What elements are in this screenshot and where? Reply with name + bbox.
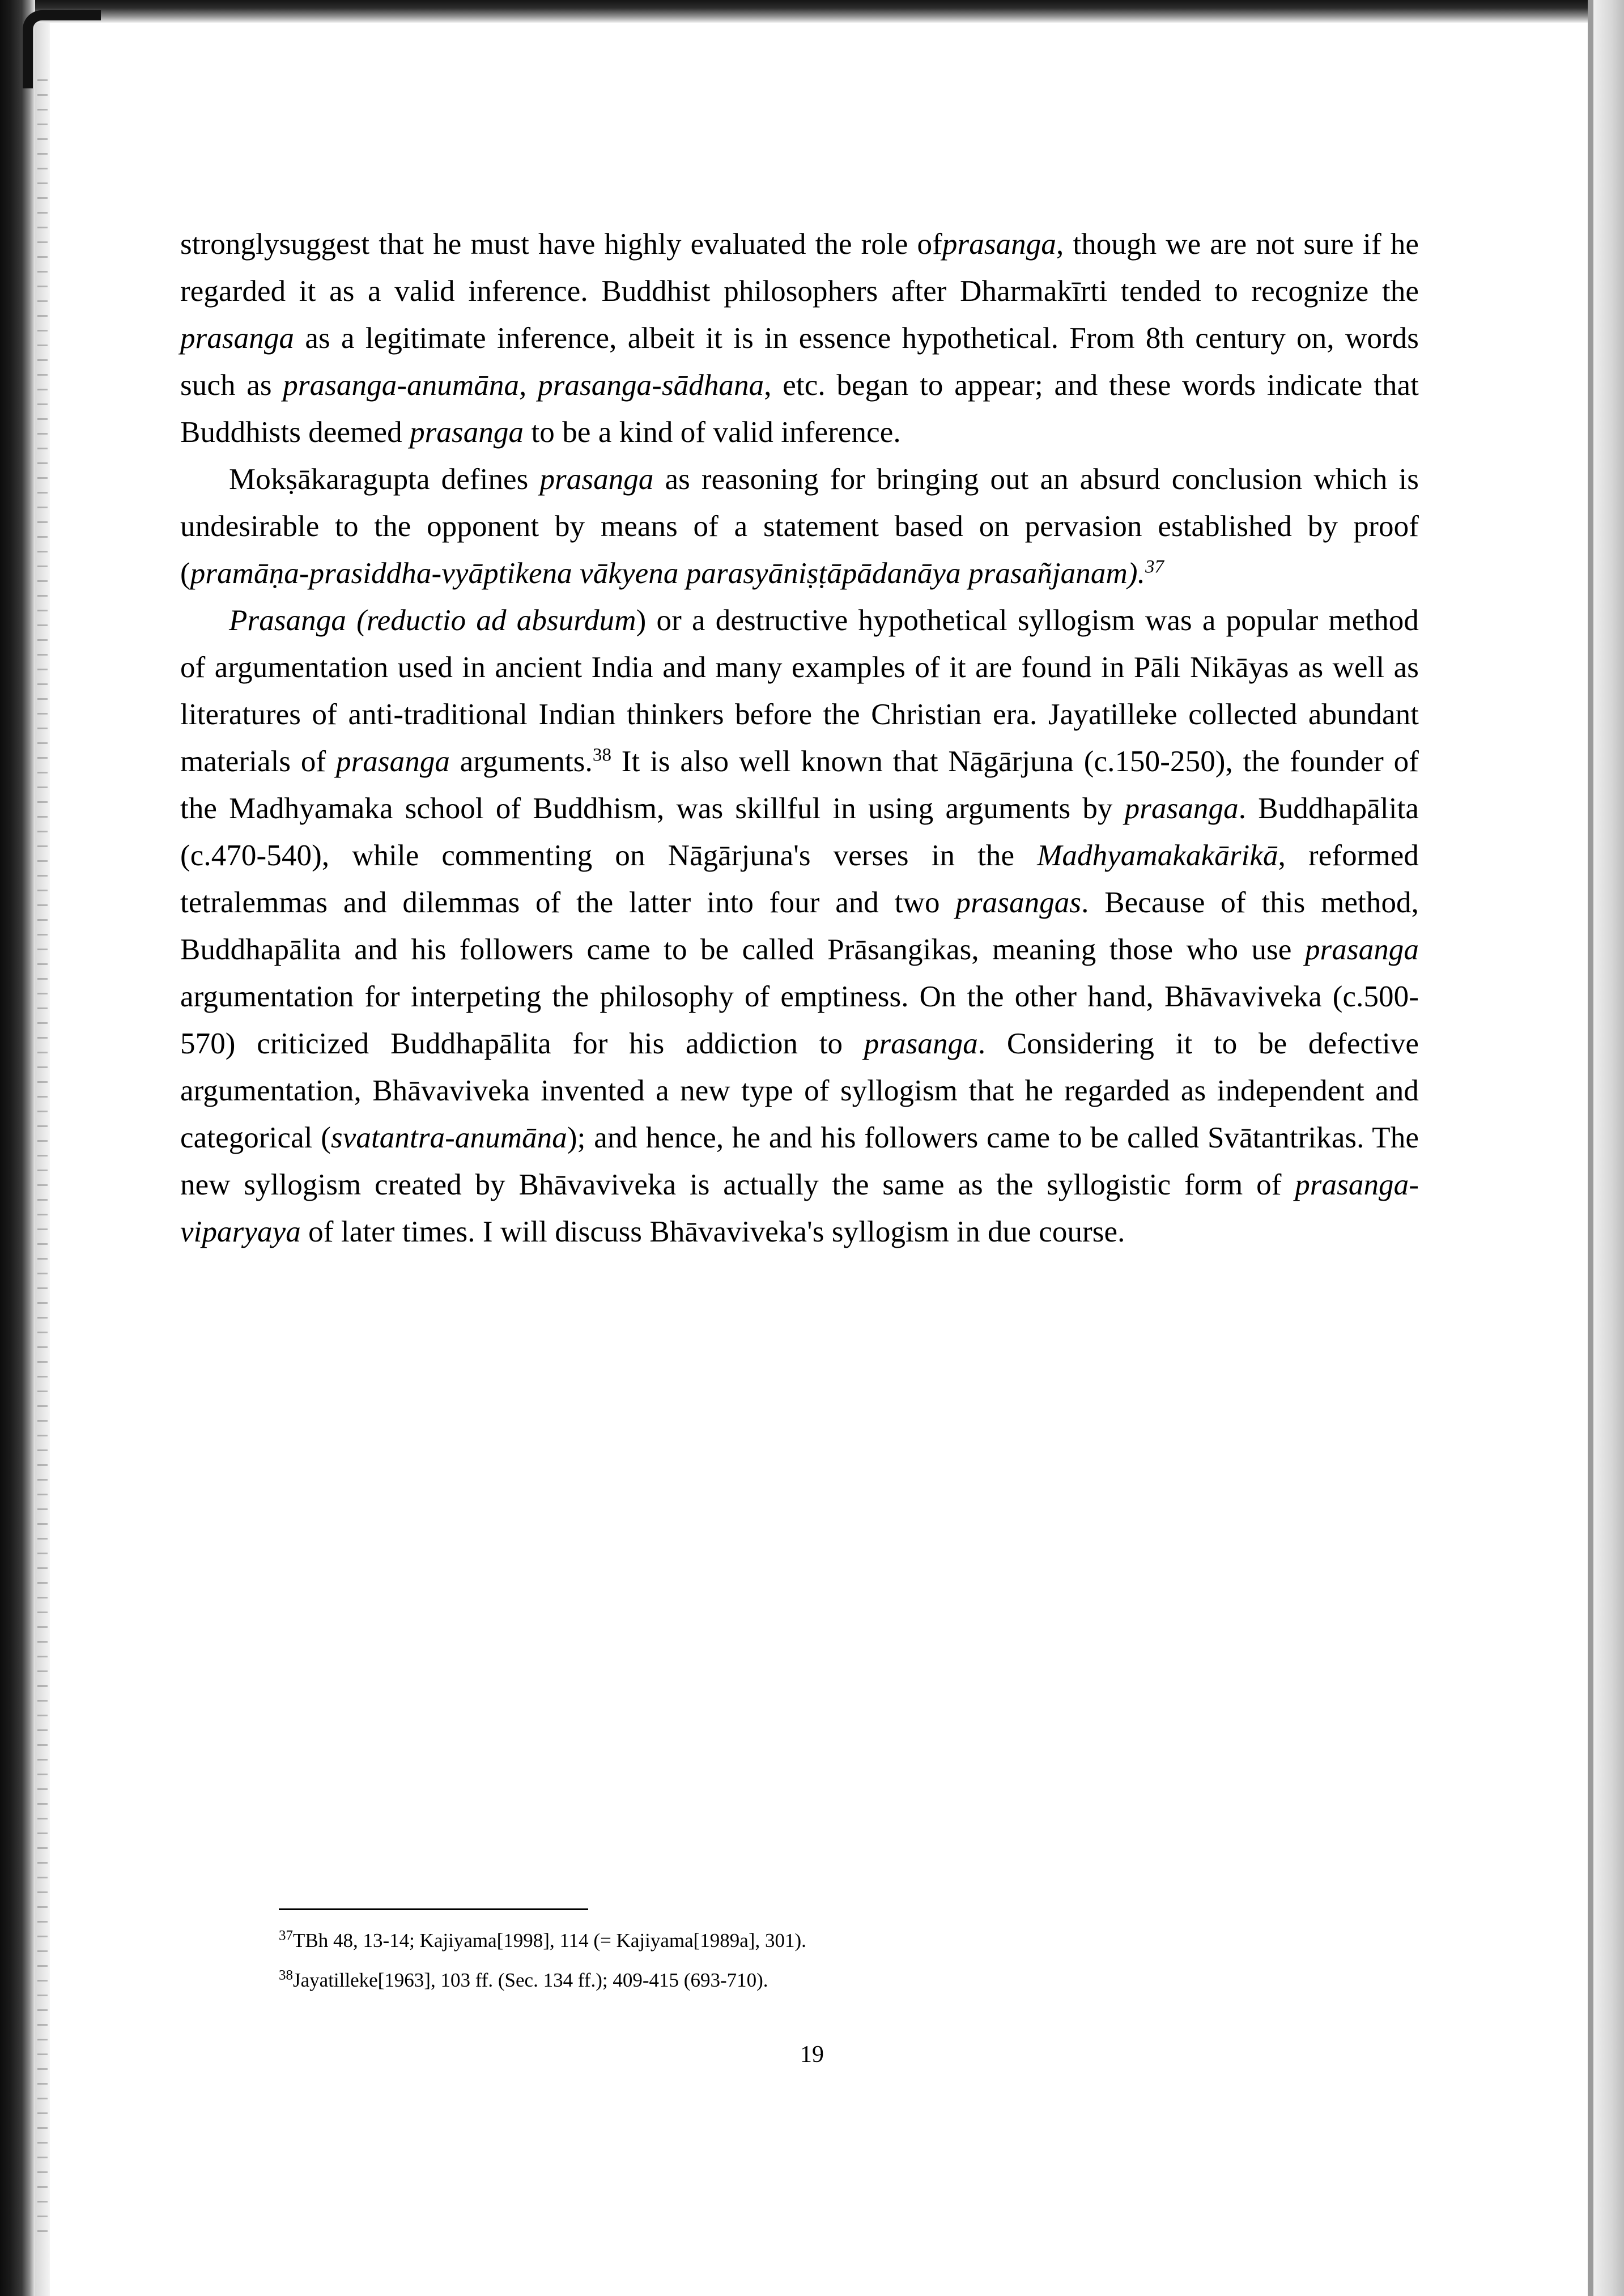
text-run: Mokṣākaragupta defines (229, 463, 540, 496)
text-run: , though we are not sure if he regarded it as a valid inference. Buddhist philosophers after Dharmakīrti tended to recognize the (180, 228, 1419, 308)
text-run: , etc. began to appear; and these words indicate that Buddhists deemed (180, 369, 1419, 449)
paragraph-3 (180, 597, 1419, 1256)
text-run: as reasoning for bringing out an absurd conclusion which is undesirable to the opponent by means of a statement based on pervasion established by proof ( (180, 463, 1419, 590)
text-run: arguments. (450, 745, 593, 778)
text-run: prasanga (1124, 792, 1239, 825)
text-run: prasanga (1304, 933, 1419, 966)
footnote-marker: 37 (279, 1928, 293, 1944)
text-run: , reformed tetralemmas and dilemmas of the latter into four and two (180, 839, 1419, 919)
text-run: stronglysuggest that he must have highly evaluated the role of (180, 228, 942, 261)
text-run: prasanga-viparyaya (180, 1168, 1419, 1248)
text-run: prasanga (410, 416, 524, 449)
text-run: svatantra-anumāna (331, 1121, 567, 1154)
text-run: ); and hence, he and his followers came to be called Svātantrikas. The new syllogism created by Bhāvaviveka is actually the same as the syllogistic form of (180, 1121, 1419, 1201)
footnote-text: TBh 48, 13-14; Kajiyama[1998], 114 (= Kajiyama[1989a], 301). (293, 1929, 806, 1951)
text-run: . Considering it to be defective argumentation, Bhāvaviveka invented a new type of syllogism that he regarded as independent and categorical ( (180, 1027, 1419, 1154)
footnote-item (279, 1961, 1418, 2000)
text-run: to be a kind of valid inference. (524, 416, 901, 449)
footnote-item (279, 1921, 1418, 1961)
text-run: It is also well known that Nāgārjuna (c.150-250), the founder of the Madhyamaka school of Buddhism, was skillful in using arguments by (180, 745, 1419, 825)
scan-left-speckle (37, 79, 48, 2233)
text-run: . Buddhapālita (c.470-540), while commenting on Nāgārjuna's verses in the (180, 792, 1419, 872)
text-run: . Because of this method, Buddhapālita and his followers came to be called Prāsangikas, meaning those who use (180, 886, 1419, 966)
text-run: prasanga-anumāna, prasanga-sādhana (283, 369, 764, 402)
footnote-text: Jayatilleke[1963], 103 ff. (Sec. 134 ff.); 409-415 (693-710). (293, 1969, 768, 1991)
text-run: of later times. I will discuss Bhāvaviveka's syllogism in due course. (300, 1215, 1125, 1248)
text-run: prasanga (180, 322, 295, 355)
footnote-separator-rule (279, 1908, 588, 1910)
footnote-block (279, 1921, 1418, 2000)
paragraph-2 (180, 456, 1419, 597)
page-text-body (180, 221, 1419, 1256)
text-run: prasanga (942, 228, 1056, 261)
text-run: 38 (592, 745, 612, 766)
text-run: Madhyamakakārikā (1037, 839, 1278, 872)
scan-left-shadow (0, 0, 35, 2296)
text-run: prasanga (864, 1027, 978, 1060)
scan-corner-mark (23, 10, 101, 88)
paragraph-1 (180, 221, 1419, 456)
footnote-marker: 38 (279, 1967, 293, 1983)
scan-right-gutter (1588, 0, 1593, 2296)
text-run: prasangas (955, 886, 1082, 919)
scan-right-shadow (1593, 0, 1624, 2296)
text-run: 37 (1145, 556, 1164, 577)
scan-top-shadow (35, 0, 1624, 23)
page-number: 19 (800, 2042, 824, 2068)
text-run: prasanga (539, 463, 654, 496)
text-run: as a legitimate inference, albeit it is in essence hypothetical. From 8th century on, words such as (180, 322, 1419, 402)
text-run: argumentation for interpeting the philosophy of emptiness. On the other hand, Bhāvaviveka (c.500-570) criticized Buddhapālita for his addiction to (180, 980, 1419, 1060)
text-run: pramāṇa-prasiddha-vyāptikena vākyena parasyāniṣṭāpādanāya prasañjanam). (190, 557, 1145, 590)
text-run: ) or a destructive hypothetical syllogism was a popular method of argumentation used in ancient India and many examples of it are found in Pāli Nikāyas as well as literatures of anti-traditional Indian thinkers before the Christian era. Jayatilleke collected abundant materials of (180, 604, 1419, 778)
text-run: prasanga (335, 745, 450, 778)
text-run: Prasanga (reductio ad absurdum (229, 604, 636, 637)
